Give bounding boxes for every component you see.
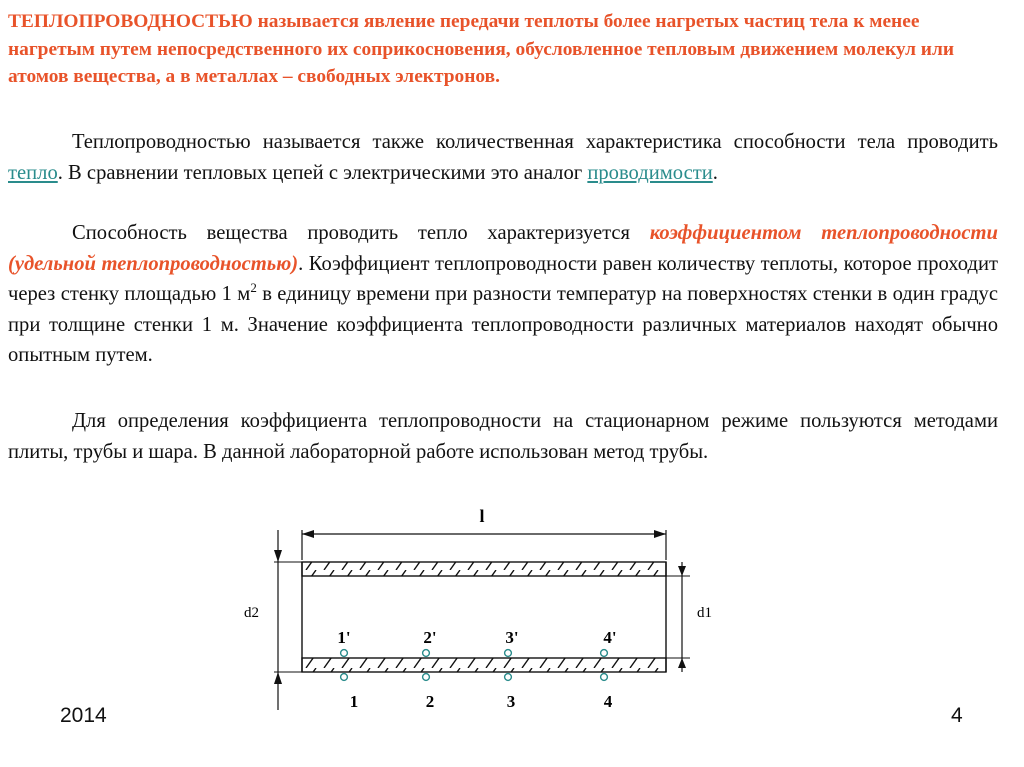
link-conductivity[interactable]: проводимости [587, 161, 713, 184]
inner-point-label-1: 1' [337, 628, 351, 647]
paragraph-2-superscript: 2 [250, 280, 257, 296]
paragraph-3 [8, 406, 998, 467]
page-number: 4 [951, 704, 963, 727]
paragraph-1-text-c: . [712, 161, 718, 184]
paragraph-2-text-b: . Коэффициент теплопроводности равен количеству теплоты, которое проходит через стенку площадью 1 м [8, 252, 998, 306]
outer-point-label-2: 2 [425, 692, 435, 711]
d2-label: d2 [244, 605, 259, 621]
paragraph-1-text-b: . В сравнении тепловых цепей с электрическими это аналог [57, 161, 588, 184]
length-label: l [479, 506, 485, 526]
outer-point-label-1: 1 [349, 692, 359, 711]
paragraph-3-text: Для определения коэффициента теплопроводности на стационарном режиме пользуются методами плиты, трубы и шара. В данной лабораторной работе использован метод трубы. [8, 410, 998, 463]
length-arrow-right [654, 530, 666, 538]
paragraph-2-text-a: Способность вещества проводить тепло характеризуется [72, 222, 650, 244]
paragraph-2-text-c: в единицу времени при разности температур на поверхностях стенки в один градус при толщине стенки 1 м. Значение коэффициента теплопроводности различных материалов находят обычно опытным путем. [8, 283, 998, 367]
definition-text: называется явление передачи теплоты более нагретых частиц тела к менее нагретым путем непосредственного их соприкосновения, обусловленное тепловым движением молекул или атомов вещества, а в металлах – свободных электронов. [8, 11, 955, 87]
inner-point-label-4: 4' [603, 628, 617, 647]
footer-year: 2014 [60, 704, 107, 727]
inner-point-label-3: 3' [505, 628, 519, 647]
link-heat[interactable]: тепло [8, 161, 58, 184]
outer-point-label-3: 3 [506, 692, 516, 711]
d1-label: d1 [697, 605, 712, 621]
paragraph-1-text-a: Теплопроводностью называется также количественная характеристика способности тела проводить [72, 131, 998, 153]
bottom-wall [302, 658, 666, 672]
top-wall [302, 562, 666, 576]
paragraph-2-term: коэффициентом теплопроводности (удельной теплопроводностью) [8, 222, 998, 275]
inner-point-label-2: 2' [423, 628, 437, 647]
pipe-diagram [230, 500, 710, 725]
paragraph-2 [8, 218, 998, 371]
definition-term: ТЕПЛОПРОВОДНОСТЬЮ [8, 11, 253, 32]
length-arrow-left [302, 530, 314, 538]
paragraph-1 [8, 127, 998, 188]
definition [8, 8, 998, 91]
outer-point-label-4: 4 [603, 692, 613, 711]
